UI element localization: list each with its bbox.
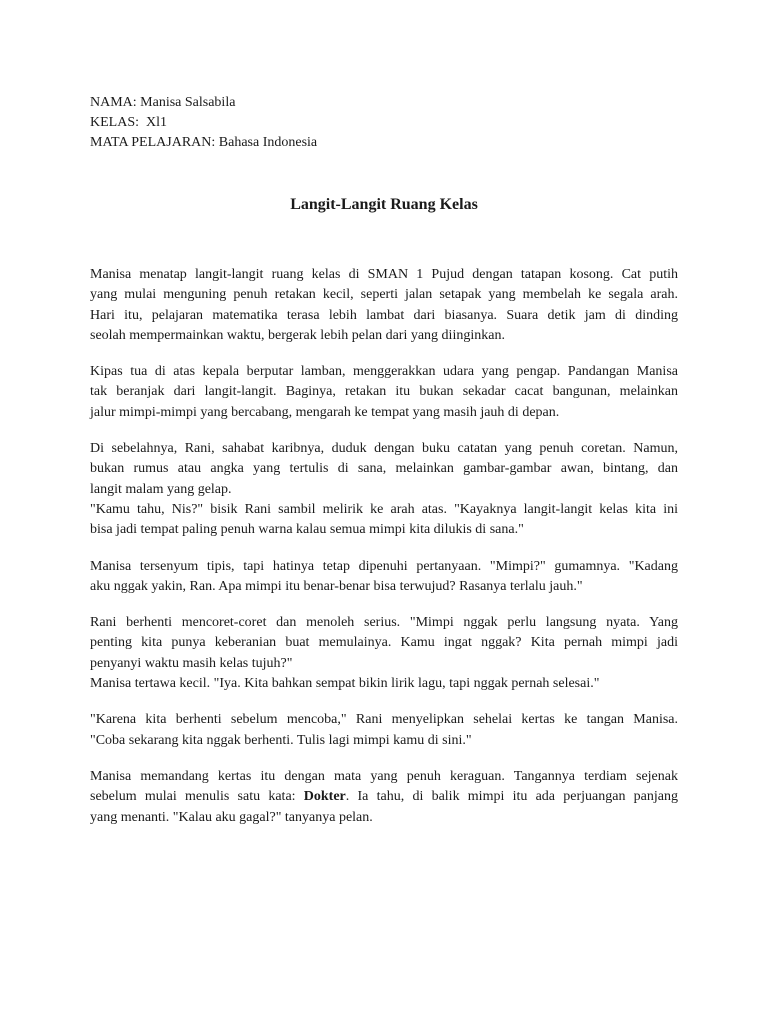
paragraph-line: Manisa menatap langit-langit ruang kelas di SMAN 1 Pujud dengan tatapan kosong. Cat putih: [90, 267, 678, 282]
paragraph-line: tak beranjak dari langit-langit. Baginya, retakan itu bukan sekadar cacat bangunan, melainkan: [90, 384, 678, 400]
paragraph: [90, 265, 678, 346]
document-page: [90, 93, 678, 844]
paragraph: [90, 710, 678, 751]
paragraph-line: "Kamu tahu, Nis?" bisik Rani sambil melirik ke arah atas. "Kayaknya langit-langit kelas kita ini: [90, 501, 678, 517]
paragraph: [90, 767, 678, 828]
paragraph-line: Kipas tua di atas kepala berputar lamban, menggerakkan udara yang pengap. Pandangan Manisa: [90, 364, 678, 380]
line-suffix: . Ia tahu, di balik mimpi itu ada perjuangan panjang: [345, 789, 678, 805]
paragraph: [90, 362, 678, 423]
paragraph-line: yang menanti. "Kalau aku gagal?" tanyanya pelan.: [90, 809, 373, 825]
student-class: KELAS: Xl1: [90, 115, 167, 130]
paragraph-line: "Karena kita berhenti sebelum mencoba," Rani menyelipkan sehelai kertas ke tangan Manisa.: [90, 712, 678, 728]
paragraph-line: bukan rumus atau angka yang tertulis di sana, melainkan gambar-gambar awan, bintang, dan: [90, 461, 678, 477]
paragraph-line: Hari itu, pelajaran matematika terasa lebih lambat dari biasanya. Suara detik jam di dinding: [90, 307, 678, 323]
paragraph-line: Manisa memandang kertas itu dengan mata yang penuh keraguan. Tangannya terdiam sejenak: [90, 768, 678, 784]
paragraph-line: Manisa tersenyum tipis, tapi hatinya tetap dipenuhi pertanyaan. "Mimpi?" gumamnya. "Kadang: [90, 558, 678, 574]
student-name: NAMA: Manisa Salsabila: [90, 95, 236, 110]
story-body: [90, 265, 678, 828]
paragraph-line: penyanyi waktu masih kelas tujuh?": [90, 655, 293, 671]
paragraph-line: [90, 787, 678, 807]
paragraph-line: aku nggak yakin, Ran. Apa mimpi itu benar-benar bisa terwujud? Rasanya terlalu jauh.": [90, 578, 583, 594]
line-prefix: sebelum mulai menulis satu kata:: [90, 789, 304, 805]
paragraph-line: Manisa tertawa kecil. "Iya. Kita bahkan sempat bikin lirik lagu, tapi nggak pernah selesai.": [90, 676, 600, 692]
paragraph: [90, 613, 678, 694]
paragraph-line: seolah mempermainkan waktu, bergerak lebih pelan dari yang diinginkan.: [90, 327, 505, 343]
paragraph: [90, 557, 678, 598]
paragraph-line: bisa jadi tempat paling penuh warna kalau semua mimpi kita dilukis di sana.": [90, 522, 524, 538]
paragraph: [90, 439, 678, 540]
paragraph-line: langit malam yang gelap.: [90, 481, 232, 497]
story-title: Langit-Langit Ruang Kelas: [290, 196, 478, 213]
bold-word: Dokter: [303, 789, 346, 805]
paragraph-line: Rani berhenti mencoret-coret dan menoleh serius. "Mimpi nggak perlu langsung nyata. Yang: [90, 615, 678, 631]
paragraph-line: yang mulai menguning penuh retakan kecil, seperti jalan setapak yang membelah ke segala arah.: [90, 287, 678, 303]
subject: MATA PELAJARAN: Bahasa Indonesia: [90, 135, 318, 150]
paragraph-line: "Coba sekarang kita nggak berhenti. Tulis lagi mimpi kamu di sini.": [90, 732, 472, 748]
paragraph-line: Di sebelahnya, Rani, sahabat karibnya, duduk dengan buku catatan yang penuh coretan. Namun,: [90, 441, 678, 457]
paragraph-line: penting kita punya keberanian buat memulainya. Kamu ingat nggak? Kita pernah mimpi jadi: [90, 635, 678, 651]
paragraph-line: jalur mimpi-mimpi yang bercabang, mengarah ke tempat yang masih jauh di depan.: [90, 404, 560, 420]
